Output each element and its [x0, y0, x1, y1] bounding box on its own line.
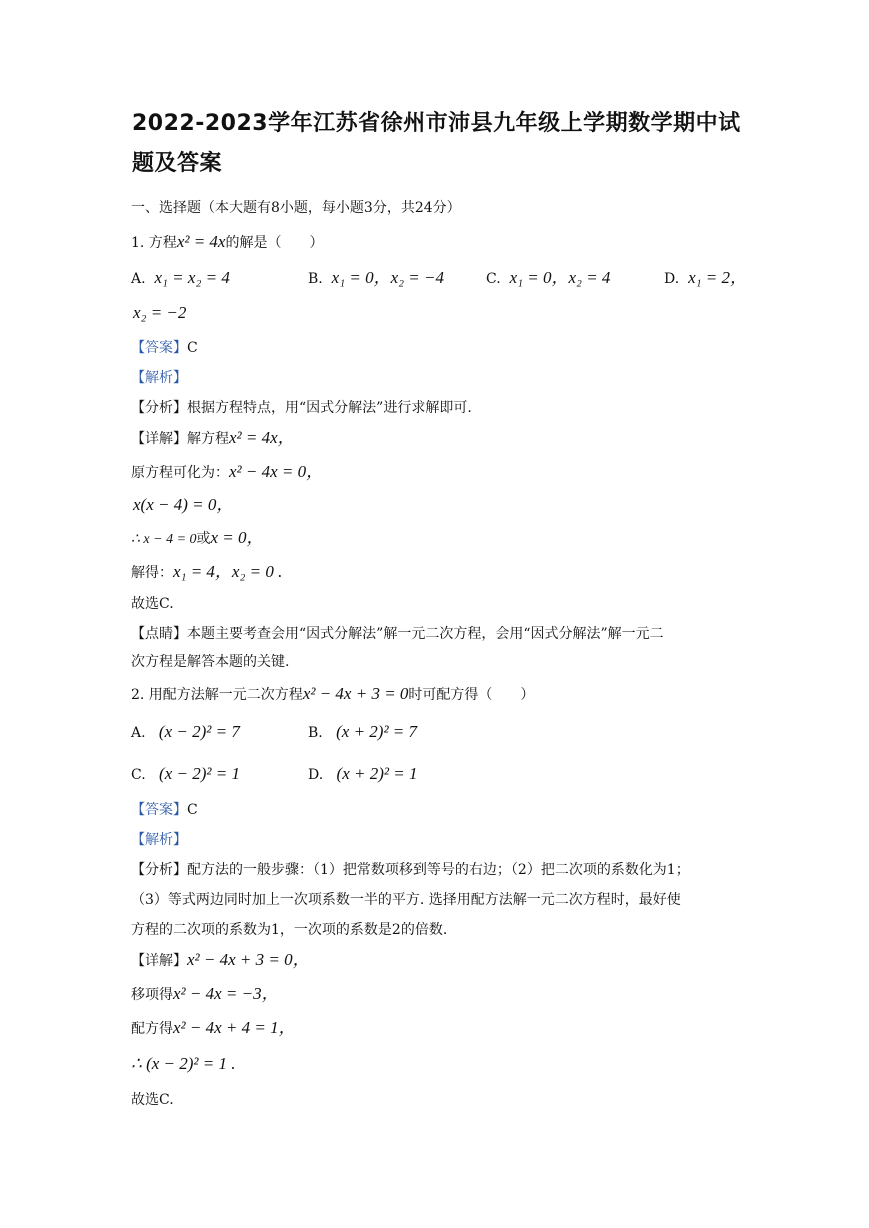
step-or: 或 — [196, 531, 211, 547]
q2-option-d — [308, 764, 417, 785]
q1-option-a — [131, 268, 230, 289]
q2-choose: 故选C. — [131, 1092, 174, 1108]
question-1-stem — [131, 232, 323, 253]
option-label: B. — [308, 271, 323, 287]
fenxi-text: 根据方程特点，用“因式分解法”进行求解即可. — [187, 400, 472, 416]
comment-tag: 【点睛】 — [131, 626, 187, 642]
page-title: 2022-2023学年江苏省徐州市沛县九年级上学期数学期中试题及答案 — [132, 111, 741, 176]
q1-answer — [131, 338, 198, 358]
detail-equation: x² − 4x + 3 = 0， — [187, 950, 310, 969]
q2-equation: x² − 4x + 3 = 0 — [302, 684, 409, 703]
q2-step-2 — [131, 1018, 296, 1039]
option-text: (x + 2)² = 7 — [336, 722, 418, 741]
step-text: 移项得 — [131, 987, 173, 1003]
q2-option-c — [131, 764, 240, 785]
q1-option-d-continued: x₂ = −2 — [133, 303, 187, 322]
detail-tag: 【详解】 — [131, 431, 187, 447]
step-text: 原方程可化为： — [131, 465, 229, 481]
q1-fenxi — [131, 398, 472, 418]
q1-step-1 — [131, 462, 323, 483]
option-label: A. — [131, 271, 146, 287]
step-equation-a: ∴ x − 4 = 0 — [131, 532, 197, 547]
option-label: D. — [664, 271, 680, 287]
step-equation-b: x = 0， — [210, 528, 264, 547]
step-equation: x² − 4x = −3， — [173, 984, 279, 1003]
step-equation: x₁ = 4，x₂ = 0 . — [173, 562, 283, 581]
q2-analysis-tag: 【解析】 — [131, 832, 187, 848]
q1-step-3 — [131, 528, 264, 550]
q1-stem-suffix: 的解是（ ） — [225, 235, 324, 251]
section-heading: 一、选择题（本大题有8小题，每小题3分，共24分） — [131, 200, 461, 216]
option-text: x₁ = 2， — [688, 268, 748, 287]
option-text: x₁ = 0，x₂ = −4 — [331, 268, 444, 287]
q1-detail — [131, 428, 295, 449]
step-text: 配方得 — [131, 1021, 173, 1037]
answer-tag: 【答案】 — [131, 340, 187, 356]
q2-step-1 — [131, 984, 279, 1005]
q1-equation: x² = 4x — [176, 232, 226, 251]
comment-text: 本题主要考查会用“因式分解法”解一元二次方程，会用“因式分解法”解一元二 — [187, 626, 664, 642]
fenxi-text: 配方法的一般步骤：（1）把常数项移到等号的右边；（2）把二次项的系数化为1； — [187, 862, 690, 878]
answer-value: C — [187, 340, 198, 356]
question-2-stem — [131, 684, 534, 705]
q1-option-d — [664, 268, 747, 289]
q1-comment-line-1 — [131, 624, 664, 644]
answer-value: C — [187, 802, 198, 818]
detail-text: 解方程 — [187, 431, 229, 447]
q2-fenxi-line-2: （3）等式两边同时加上一次项系数一半的平方. 选择用配方法解一元二次方程时，最好使 — [131, 892, 681, 908]
q1-comment-line-2: 次方程是解答本题的关键. — [131, 654, 290, 670]
q2-option-b — [308, 722, 417, 743]
q2-fenxi-line-1 — [131, 860, 690, 880]
q2-option-a — [131, 722, 240, 743]
q2-stem-prefix: 2. 用配方法解一元二次方程 — [131, 687, 303, 703]
option-text: (x − 2)² = 7 — [158, 722, 240, 741]
q1-step-2: x(x − 4) = 0， — [133, 495, 234, 514]
option-label: D. — [308, 767, 324, 783]
q2-stem-suffix: 时可配方得（ ） — [408, 687, 535, 703]
q1-option-c — [486, 268, 610, 289]
answer-tag: 【答案】 — [131, 802, 187, 818]
q2-detail — [131, 950, 310, 971]
option-text: x₁ = 0，x₂ = 4 — [509, 268, 611, 287]
q2-answer — [131, 800, 198, 820]
option-label: A. — [131, 725, 146, 741]
option-label: C. — [486, 271, 501, 287]
option-text: x₁ = x₂ = 4 — [154, 268, 230, 287]
fenxi-tag: 【分析】 — [131, 400, 187, 416]
q1-analysis-tag: 【解析】 — [131, 370, 187, 386]
step-equation: x² − 4x + 4 = 1， — [173, 1018, 296, 1037]
q1-step-4 — [131, 562, 282, 583]
q2-step-3: ∴ (x − 2)² = 1 . — [131, 1054, 236, 1073]
q1-choose: 故选C. — [131, 596, 174, 612]
detail-tag: 【详解】 — [131, 953, 187, 969]
option-label: C. — [131, 767, 146, 783]
fenxi-tag: 【分析】 — [131, 862, 187, 878]
step-text: 解得： — [131, 565, 173, 581]
option-label: B. — [308, 725, 323, 741]
q1-stem-prefix: 1. 方程 — [131, 235, 177, 251]
detail-equation: x² = 4x， — [229, 428, 295, 447]
option-text: (x − 2)² = 1 — [159, 764, 240, 783]
q2-fenxi-line-3: 方程的二次项的系数为1，一次项的系数是2的倍数. — [131, 922, 448, 938]
option-text: (x + 2)² = 1 — [336, 764, 418, 783]
step-equation: x² − 4x = 0， — [229, 462, 324, 481]
q1-option-b — [308, 268, 444, 289]
